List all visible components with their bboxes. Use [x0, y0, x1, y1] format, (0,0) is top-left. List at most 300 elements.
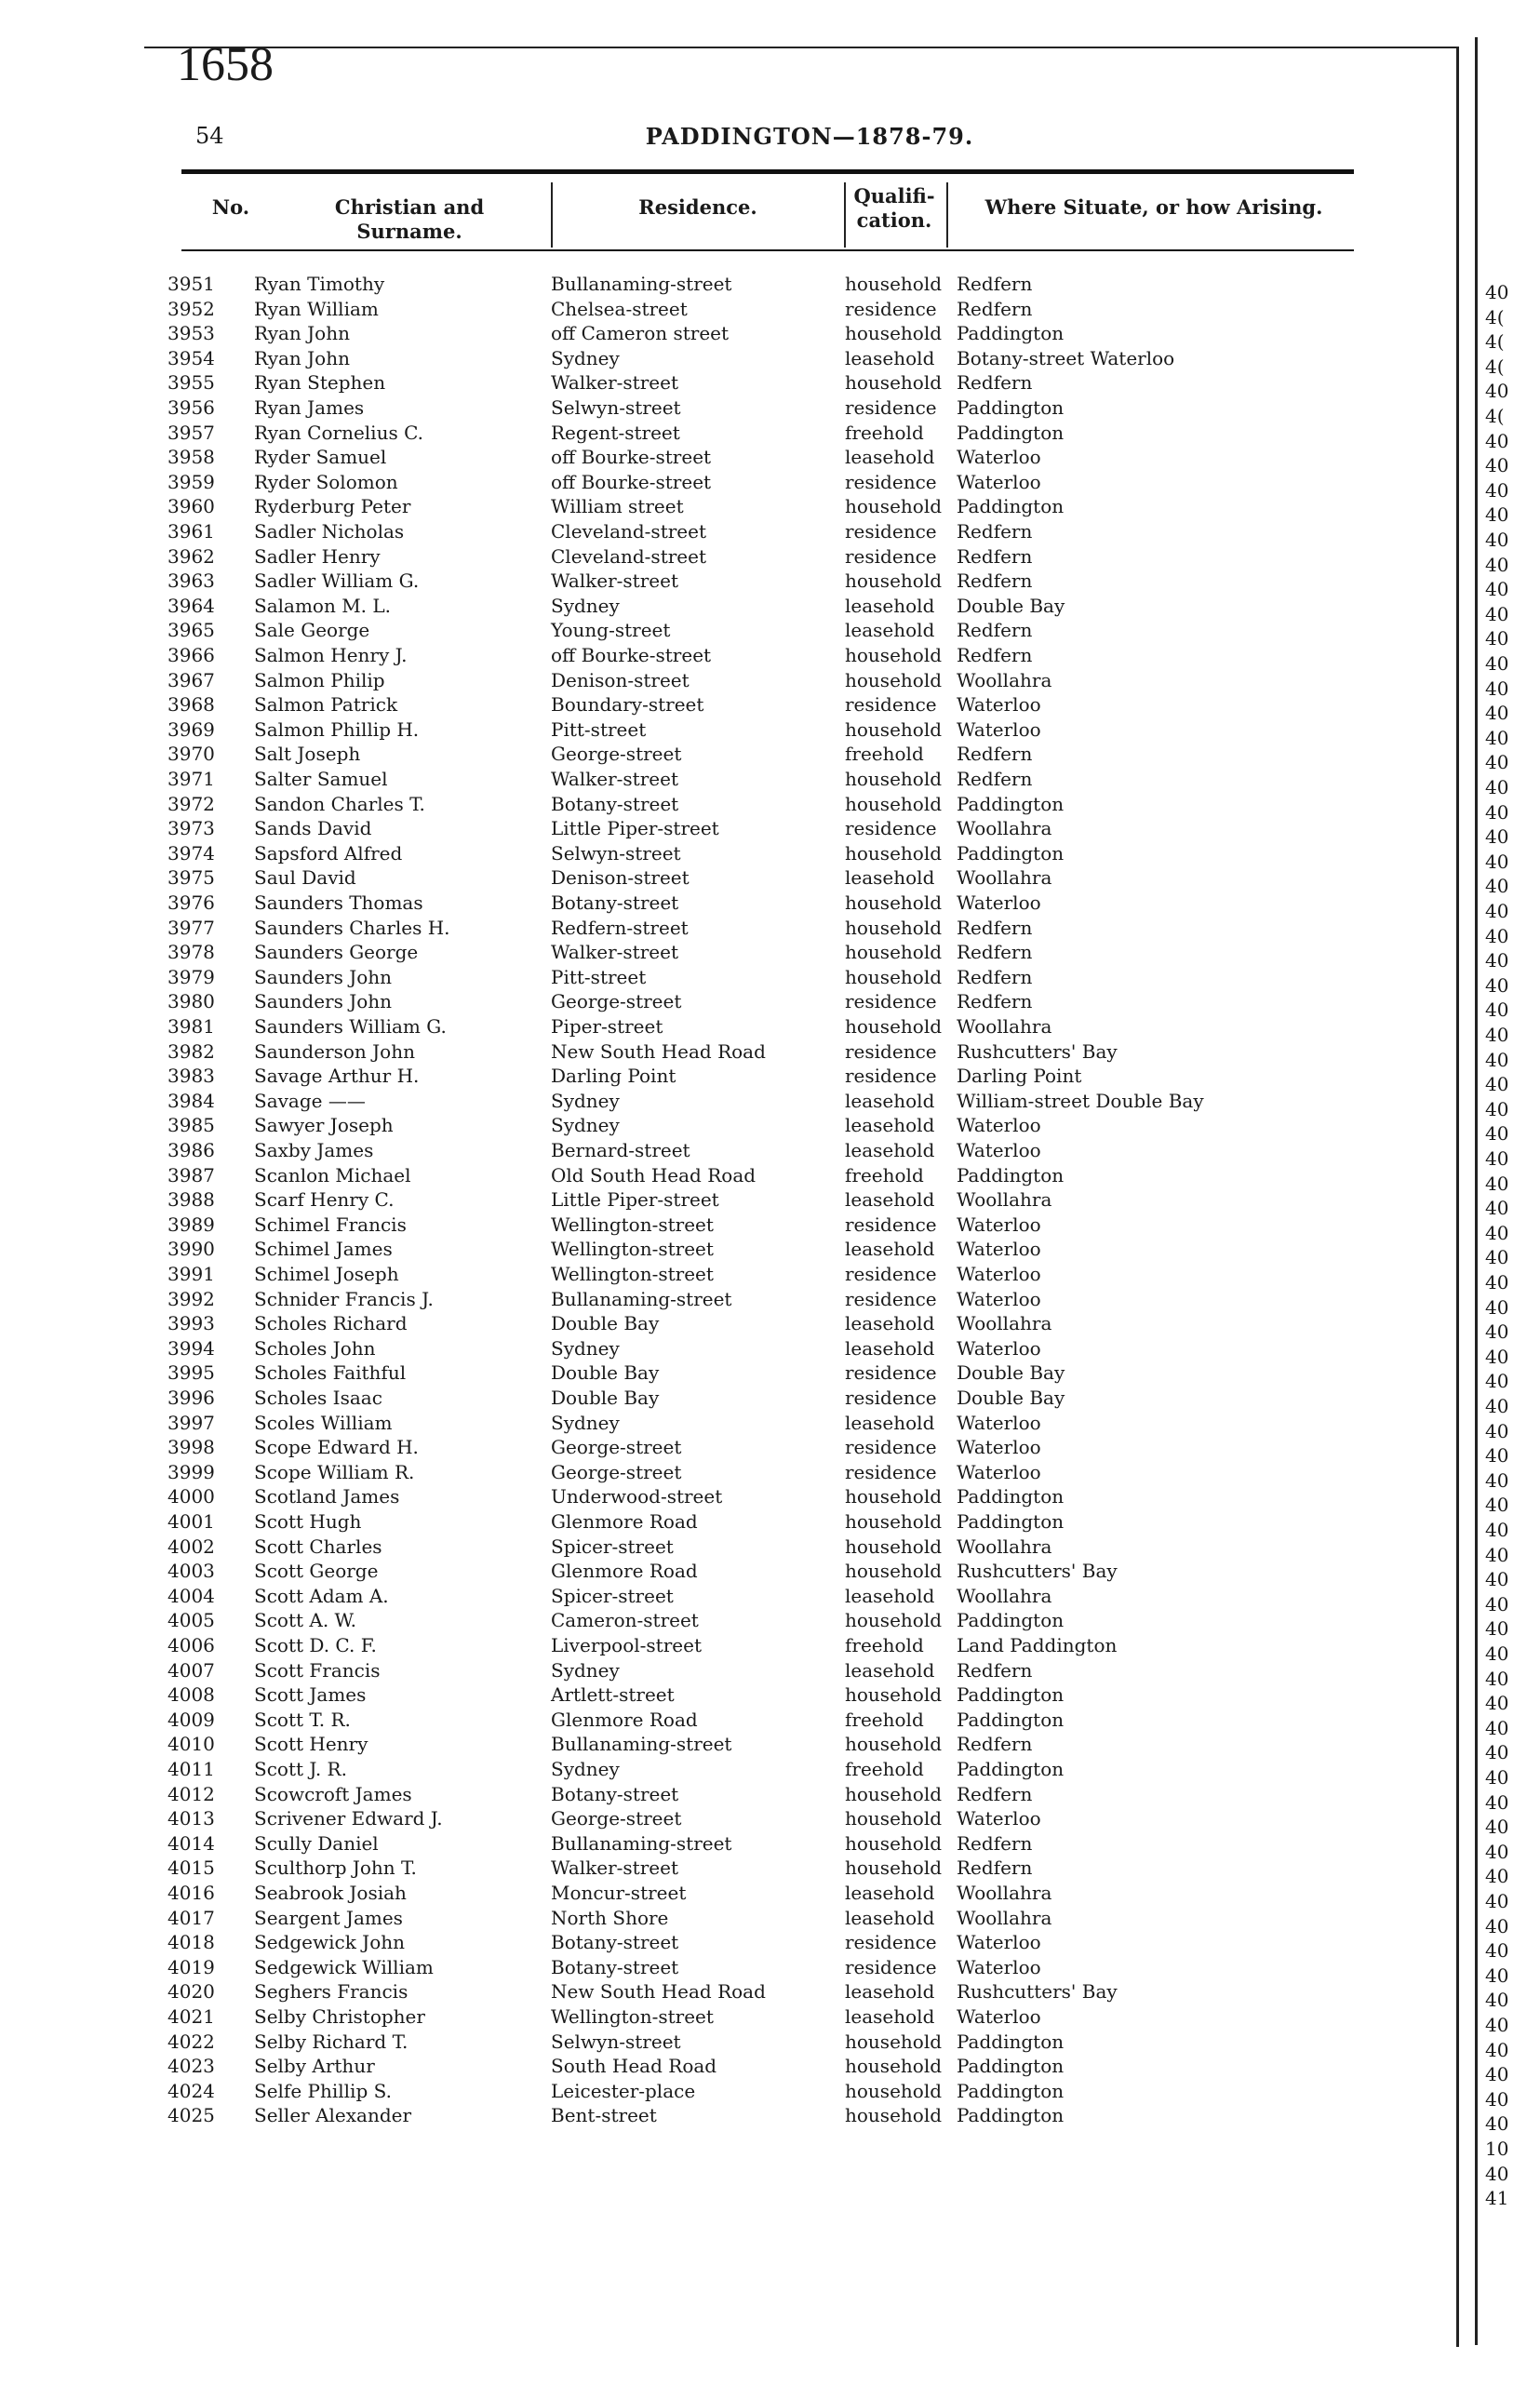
- table-row: [0, 1213, 1489, 1238]
- column-separator: [844, 182, 846, 248]
- entry-residence: George-street: [551, 1436, 682, 1459]
- entry-name: Sculthorp John T.: [254, 1857, 417, 1880]
- edge-fragment: 40: [1485, 454, 1509, 477]
- edge-fragment: 10: [1485, 2138, 1509, 2160]
- edge-fragment: 40: [1485, 553, 1509, 576]
- entry-qualification: residence: [845, 693, 937, 717]
- entry-number: 3974: [167, 841, 215, 865]
- entry-qualification: residence: [845, 1955, 937, 1978]
- entry-residence: Glenmore Road: [551, 1510, 698, 1533]
- entry-residence: Bernard-street: [551, 1139, 690, 1161]
- entry-where: Double Bay: [957, 1361, 1065, 1385]
- entry-name: Scott George: [254, 1560, 379, 1583]
- entry-where: Waterloo: [957, 1955, 1041, 1978]
- table-row: [0, 1708, 1489, 1733]
- entry-number: 3973: [167, 817, 215, 840]
- header-rule-bottom: [181, 249, 1354, 251]
- entry-where: Waterloo: [957, 1263, 1041, 1285]
- entry-where: Redfern: [957, 1782, 1033, 1805]
- entry-qualification: leasehold: [845, 1584, 935, 1607]
- entry-residence: Cameron-street: [551, 1609, 699, 1632]
- entry-qualification: freehold: [845, 1634, 924, 1656]
- table-row: [0, 1633, 1489, 1658]
- table-row: [0, 1138, 1489, 1163]
- edge-fragment: 40: [1485, 1816, 1509, 1839]
- table-row: [0, 816, 1489, 841]
- entry-qualification: household: [845, 1782, 943, 1805]
- entry-where: Waterloo: [957, 470, 1041, 493]
- entry-where: Redfern: [957, 965, 1033, 988]
- entry-number: 3978: [167, 941, 215, 964]
- page-title: PADDINGTON—1878-79.: [645, 123, 974, 150]
- entry-number: 3952: [167, 297, 215, 320]
- entry-number: 3963: [167, 570, 215, 593]
- entry-residence: Denison-street: [551, 668, 690, 691]
- entry-number: 4021: [167, 2005, 215, 2028]
- entry-where: Redfern: [957, 570, 1033, 593]
- entry-where: Redfern: [957, 297, 1033, 320]
- entry-name: Scanlon Michael: [254, 1163, 411, 1186]
- entry-where: Woollahra: [957, 1584, 1052, 1607]
- table-row: [0, 1806, 1489, 1831]
- entry-residence: Regent-street: [551, 421, 680, 444]
- edge-fragment: 40: [1485, 1617, 1509, 1641]
- entry-qualification: residence: [845, 1460, 937, 1483]
- edge-fragment: 40: [1485, 1295, 1509, 1319]
- entry-where: Paddington: [957, 1163, 1065, 1186]
- entry-residence: Leicester-place: [551, 2079, 696, 2102]
- entry-qualification: freehold: [845, 421, 924, 444]
- entry-residence: George-street: [551, 743, 682, 766]
- edge-fragment: 40: [1485, 751, 1509, 774]
- entry-number: 3987: [167, 1163, 215, 1186]
- entry-number: 4012: [167, 1782, 215, 1805]
- entry-number: 3991: [167, 1263, 215, 1285]
- entry-residence: Bullanaming-street: [551, 1733, 732, 1756]
- entry-residence: Cleveland-street: [551, 544, 707, 568]
- table-row: [0, 445, 1489, 470]
- entry-name: Sedgewick John: [254, 1931, 405, 1954]
- entry-qualification: leasehold: [845, 346, 935, 369]
- edge-fragment: 40: [1485, 602, 1509, 625]
- entry-residence: Botany-street: [551, 891, 679, 914]
- table-row: [0, 1509, 1489, 1535]
- entry-qualification: residence: [845, 396, 937, 419]
- table-row: [0, 395, 1489, 421]
- edge-fragment: 40: [1485, 1890, 1509, 1912]
- edge-fragment: 40: [1485, 702, 1509, 725]
- entry-name: Saunders William G.: [254, 1015, 447, 1038]
- entry-name: Salter Samuel: [254, 768, 388, 790]
- entry-where: Paddington: [957, 495, 1065, 518]
- entry-residence: Underwood-street: [551, 1485, 723, 1508]
- entry-name: Salt Joseph: [254, 743, 361, 766]
- entry-number: 4002: [167, 1535, 215, 1558]
- entry-where: Double Bay: [957, 594, 1065, 617]
- table-row: [0, 321, 1489, 346]
- entry-residence: Young-street: [551, 619, 671, 642]
- entry-qualification: leasehold: [845, 1238, 935, 1261]
- column-header-residence: Residence.: [638, 195, 757, 219]
- entry-number: 3956: [167, 396, 215, 419]
- edge-fragment: 40: [1485, 1468, 1509, 1492]
- table-row: [0, 1287, 1489, 1312]
- entry-residence: Bullanaming-street: [551, 273, 732, 295]
- table-row: [0, 1039, 1489, 1065]
- entry-where: Paddington: [957, 1708, 1065, 1731]
- entry-qualification: residence: [845, 1065, 937, 1088]
- table-row: [0, 1732, 1489, 1757]
- entry-number: 4022: [167, 2030, 215, 2053]
- edge-fragment: 40: [1485, 875, 1509, 898]
- entry-where: Woollahra: [957, 1312, 1052, 1335]
- entry-qualification: leasehold: [845, 1114, 935, 1137]
- entry-number: 3964: [167, 594, 215, 617]
- edge-fragment: 40: [1485, 1914, 1509, 1937]
- edge-fragment: 40: [1485, 1741, 1509, 1764]
- entry-number: 4006: [167, 1634, 215, 1656]
- entry-residence: Bullanaming-street: [551, 1831, 732, 1855]
- entry-where: Paddington: [957, 792, 1065, 815]
- edge-fragment: 40: [1485, 652, 1509, 675]
- entry-name: Schimel James: [254, 1238, 393, 1261]
- entry-name: Seller Alexander: [254, 2104, 412, 2127]
- entry-where: Paddington: [957, 421, 1065, 444]
- entry-residence: Sydney: [551, 1658, 620, 1682]
- edge-fragment: 40: [1485, 1246, 1509, 1269]
- entry-qualification: leasehold: [845, 1312, 935, 1335]
- entry-where: Paddington: [957, 1758, 1065, 1780]
- entry-name: Scott James: [254, 1683, 367, 1707]
- entry-residence: Walker-street: [551, 371, 678, 395]
- edge-fragment: 41: [1485, 2187, 1509, 2210]
- entry-number: 3994: [167, 1336, 215, 1360]
- entry-name: Salmon Philip: [254, 668, 385, 691]
- entry-where: William-street Double Bay: [957, 1089, 1204, 1112]
- column-header-qualification: Qualifi-cation.: [853, 184, 935, 232]
- entry-residence: Redfern-street: [551, 916, 689, 939]
- entry-qualification: residence: [845, 1263, 937, 1285]
- table-row: [0, 1113, 1489, 1138]
- entry-name: Salmon Henry J.: [254, 644, 408, 666]
- entry-name: Scott Charles: [254, 1535, 382, 1558]
- entry-name: Selby Arthur: [254, 2055, 375, 2078]
- table-row: [0, 1336, 1489, 1361]
- table-row: [0, 1757, 1489, 1782]
- edge-fragment: 40: [1485, 2038, 1509, 2061]
- entry-where: Waterloo: [957, 1436, 1041, 1459]
- entry-residence: North Shore: [551, 1906, 669, 1929]
- entry-residence: Wellington-street: [551, 1263, 714, 1285]
- entry-name: Saunders John: [254, 990, 393, 1013]
- entry-number: 3986: [167, 1139, 215, 1161]
- entry-where: Paddington: [957, 2104, 1065, 2127]
- entry-residence: Botany-street: [551, 1955, 679, 1978]
- entry-qualification: household: [845, 916, 943, 939]
- entry-where: Redfern: [957, 1831, 1033, 1855]
- table-row: [0, 1682, 1489, 1708]
- entry-number: 4009: [167, 1708, 215, 1731]
- entry-name: Schimel Francis: [254, 1213, 407, 1236]
- edge-fragment: 40: [1485, 726, 1509, 749]
- entry-name: Saul David: [254, 866, 356, 890]
- entry-number: 4019: [167, 1955, 215, 1978]
- entry-number: 3959: [167, 470, 215, 493]
- entry-number: 4005: [167, 1609, 215, 1632]
- table-row: [0, 1460, 1489, 1485]
- edge-fragment: 40: [1485, 1147, 1509, 1170]
- entry-number: 3995: [167, 1361, 215, 1385]
- entry-qualification: household: [845, 768, 943, 790]
- entry-where: Waterloo: [957, 891, 1041, 914]
- column-header-no: No.: [211, 195, 250, 219]
- entry-number: 3960: [167, 495, 215, 518]
- edge-fragment: 40: [1485, 973, 1509, 997]
- entry-qualification: freehold: [845, 1708, 924, 1731]
- table-row: [0, 544, 1489, 570]
- entry-where: Waterloo: [957, 1139, 1041, 1161]
- table-row: [0, 841, 1489, 866]
- entry-residence: Botany-street: [551, 792, 679, 815]
- table-row: [0, 965, 1489, 990]
- entry-name: Schnider Francis J.: [254, 1287, 434, 1310]
- edge-fragment: 40: [1485, 800, 1509, 824]
- entry-qualification: leasehold: [845, 1411, 935, 1434]
- entry-residence: George-street: [551, 990, 682, 1013]
- entry-number: 3988: [167, 1188, 215, 1212]
- entry-qualification: household: [845, 1015, 943, 1038]
- entry-where: Woollahra: [957, 1882, 1052, 1904]
- entry-number: 3955: [167, 371, 215, 395]
- entry-number: 3971: [167, 768, 215, 790]
- entry-residence: Boundary-street: [551, 693, 704, 717]
- edge-fragment: 40: [1485, 850, 1509, 873]
- entry-number: 4020: [167, 1980, 215, 2004]
- entry-residence: Liverpool-street: [551, 1634, 702, 1656]
- entry-number: 3961: [167, 520, 215, 543]
- entry-where: Waterloo: [957, 446, 1041, 469]
- entry-qualification: household: [845, 717, 943, 741]
- column-header-name: Christian and Surname.: [334, 195, 485, 243]
- table-row: [0, 1484, 1489, 1509]
- entry-qualification: household: [845, 1831, 943, 1855]
- edge-fragment: 40: [1485, 380, 1509, 403]
- edge-fragment: 40: [1485, 776, 1509, 798]
- table-row: [0, 1163, 1489, 1188]
- entry-name: Sadler William G.: [254, 570, 420, 593]
- entry-where: Waterloo: [957, 1807, 1041, 1830]
- entry-residence: Sydney: [551, 346, 620, 369]
- entry-qualification: freehold: [845, 1758, 924, 1780]
- entry-qualification: household: [845, 965, 943, 988]
- entry-number: 4001: [167, 1510, 215, 1533]
- entry-qualification: leasehold: [845, 1882, 935, 1904]
- entry-residence: Spicer-street: [551, 1535, 674, 1558]
- entry-number: 4010: [167, 1733, 215, 1756]
- entry-number: 3970: [167, 743, 215, 766]
- edge-fragment: 40: [1485, 1840, 1509, 1863]
- entry-residence: Selwyn-street: [551, 396, 681, 419]
- entry-name: Ryan Stephen: [254, 371, 386, 395]
- entry-qualification: household: [845, 1857, 943, 1880]
- entry-qualification: household: [845, 792, 943, 815]
- entry-where: Paddington: [957, 1485, 1065, 1508]
- entry-name: Scholes Isaac: [254, 1387, 382, 1409]
- entry-where: Rushcutters' Bay: [957, 1039, 1118, 1063]
- table-row: [0, 742, 1489, 767]
- entry-qualification: household: [845, 1485, 943, 1508]
- table-row: [0, 297, 1489, 322]
- entry-name: Saxby James: [254, 1139, 374, 1161]
- entry-where: Woollahra: [957, 1188, 1052, 1212]
- entry-residence: Double Bay: [551, 1361, 660, 1385]
- table-row: [0, 792, 1489, 817]
- entry-qualification: household: [845, 322, 943, 345]
- entry-where: Woollahra: [957, 1015, 1052, 1038]
- edge-fragment: 40: [1485, 1221, 1509, 1244]
- edge-fragment: 40: [1485, 1048, 1509, 1071]
- entry-residence: Botany-street: [551, 1782, 679, 1805]
- entry-number: 3972: [167, 792, 215, 815]
- column-separator: [946, 182, 948, 248]
- table-row: [0, 2079, 1489, 2104]
- table-row: [0, 272, 1489, 297]
- entry-residence: Walker-street: [551, 570, 678, 593]
- entry-number: 3990: [167, 1238, 215, 1261]
- entry-where: Waterloo: [957, 1411, 1041, 1434]
- header-rule-top: [181, 169, 1354, 174]
- entry-name: Salmon Phillip H.: [254, 717, 420, 741]
- entry-name: Scott Hugh: [254, 1510, 362, 1533]
- entry-where: Redfern: [957, 273, 1033, 295]
- entry-number: 3999: [167, 1460, 215, 1483]
- entry-number: 3996: [167, 1387, 215, 1409]
- entry-name: Ryan John: [254, 346, 350, 369]
- entry-name: Scope Edward H.: [254, 1436, 419, 1459]
- entry-residence: Denison-street: [551, 866, 690, 890]
- entry-number: 3981: [167, 1015, 215, 1038]
- entry-qualification: leasehold: [845, 446, 935, 469]
- entry-number: 4016: [167, 1882, 215, 1904]
- entry-name: Scott T. R.: [254, 1708, 351, 1731]
- entry-where: Redfern: [957, 371, 1033, 395]
- table-row: [0, 916, 1489, 941]
- entry-residence: George-street: [551, 1807, 682, 1830]
- entry-residence: Darling Point: [551, 1065, 676, 1088]
- entry-name: Saunderson John: [254, 1039, 415, 1063]
- table-row: [0, 767, 1489, 792]
- entry-where: Waterloo: [957, 693, 1041, 717]
- entry-where: Paddington: [957, 1609, 1065, 1632]
- entry-residence: Bullanaming-street: [551, 1287, 732, 1310]
- entry-name: Sedgewick William: [254, 1955, 434, 1978]
- entry-qualification: household: [845, 570, 943, 593]
- entry-where: Redfern: [957, 544, 1033, 568]
- entry-number: 3984: [167, 1089, 215, 1112]
- entry-residence: Wellington-street: [551, 1238, 714, 1261]
- entry-number: 4004: [167, 1584, 215, 1607]
- table-row: [0, 494, 1489, 519]
- entry-number: 3977: [167, 916, 215, 939]
- entry-where: Botany-street Waterloo: [957, 346, 1175, 369]
- entry-residence: Little Piper-street: [551, 817, 719, 840]
- entry-where: Woollahra: [957, 1535, 1052, 1558]
- entry-qualification: household: [845, 2055, 943, 2078]
- entry-where: Waterloo: [957, 1114, 1041, 1137]
- edge-fragment: 40: [1485, 1939, 1509, 1963]
- entry-where: Waterloo: [957, 1238, 1041, 1261]
- table-row: [0, 2103, 1489, 2128]
- edge-fragment: 40: [1485, 2112, 1509, 2136]
- entry-qualification: leasehold: [845, 1980, 935, 2004]
- table-row: [0, 2030, 1489, 2055]
- stamp-number: 1658: [177, 38, 274, 91]
- entry-qualification: household: [845, 1510, 943, 1533]
- edge-fragment: 40: [1485, 1122, 1509, 1146]
- entry-residence: off Cameron street: [551, 322, 730, 345]
- entry-name: Ryan William: [254, 297, 379, 320]
- entry-where: Redfern: [957, 990, 1033, 1013]
- entry-where: Paddington: [957, 2055, 1065, 2078]
- entry-number: 4023: [167, 2055, 215, 2078]
- entry-name: Sadler Nicholas: [254, 520, 405, 543]
- edge-fragment: 40: [1485, 2087, 1509, 2111]
- entry-residence: Sydney: [551, 1411, 620, 1434]
- table-row: [0, 668, 1489, 693]
- entry-where: Woollahra: [957, 1906, 1052, 1929]
- table-row: [0, 1658, 1489, 1683]
- entry-number: 3966: [167, 644, 215, 666]
- edge-fragment: 40: [1485, 825, 1509, 849]
- entry-where: Redfern: [957, 916, 1033, 939]
- entry-residence: Wellington-street: [551, 1213, 714, 1236]
- entry-residence: Bent-street: [551, 2104, 657, 2127]
- entry-qualification: household: [845, 1609, 943, 1632]
- entry-name: Sadler Henry: [254, 544, 381, 568]
- column-header-where: Where Situate, or how Arising.: [984, 195, 1323, 219]
- entry-qualification: freehold: [845, 1163, 924, 1186]
- table-row: [0, 370, 1489, 395]
- table-row: [0, 421, 1489, 446]
- entry-where: Redfern: [957, 743, 1033, 766]
- entry-qualification: household: [845, 1535, 943, 1558]
- entry-qualification: residence: [845, 297, 937, 320]
- table-row: [0, 1435, 1489, 1460]
- entry-number: 3967: [167, 668, 215, 691]
- entry-qualification: residence: [845, 1931, 937, 1954]
- entry-qualification: leasehold: [845, 619, 935, 642]
- entry-number: 3989: [167, 1213, 215, 1236]
- entry-name: Scully Daniel: [254, 1831, 379, 1855]
- edge-fragment: 40: [1485, 2063, 1509, 2086]
- entry-name: Savage ——: [254, 1089, 366, 1112]
- entry-where: Darling Point: [957, 1065, 1082, 1088]
- entry-qualification: household: [845, 2079, 943, 2102]
- entry-residence: Glenmore Road: [551, 1708, 698, 1731]
- entry-qualification: residence: [845, 1039, 937, 1063]
- entry-name: Schimel Joseph: [254, 1263, 399, 1285]
- entry-where: Redfern: [957, 644, 1033, 666]
- entry-qualification: leasehold: [845, 594, 935, 617]
- entry-qualification: household: [845, 668, 943, 691]
- entry-qualification: leasehold: [845, 1188, 935, 1212]
- entry-qualification: household: [845, 273, 943, 295]
- edge-fragment: 40: [1485, 1271, 1509, 1294]
- edge-fragment: 40: [1485, 1097, 1509, 1120]
- entry-residence: Spicer-street: [551, 1584, 674, 1607]
- edge-fragment: 40: [1485, 1790, 1509, 1814]
- entry-where: Redfern: [957, 1658, 1033, 1682]
